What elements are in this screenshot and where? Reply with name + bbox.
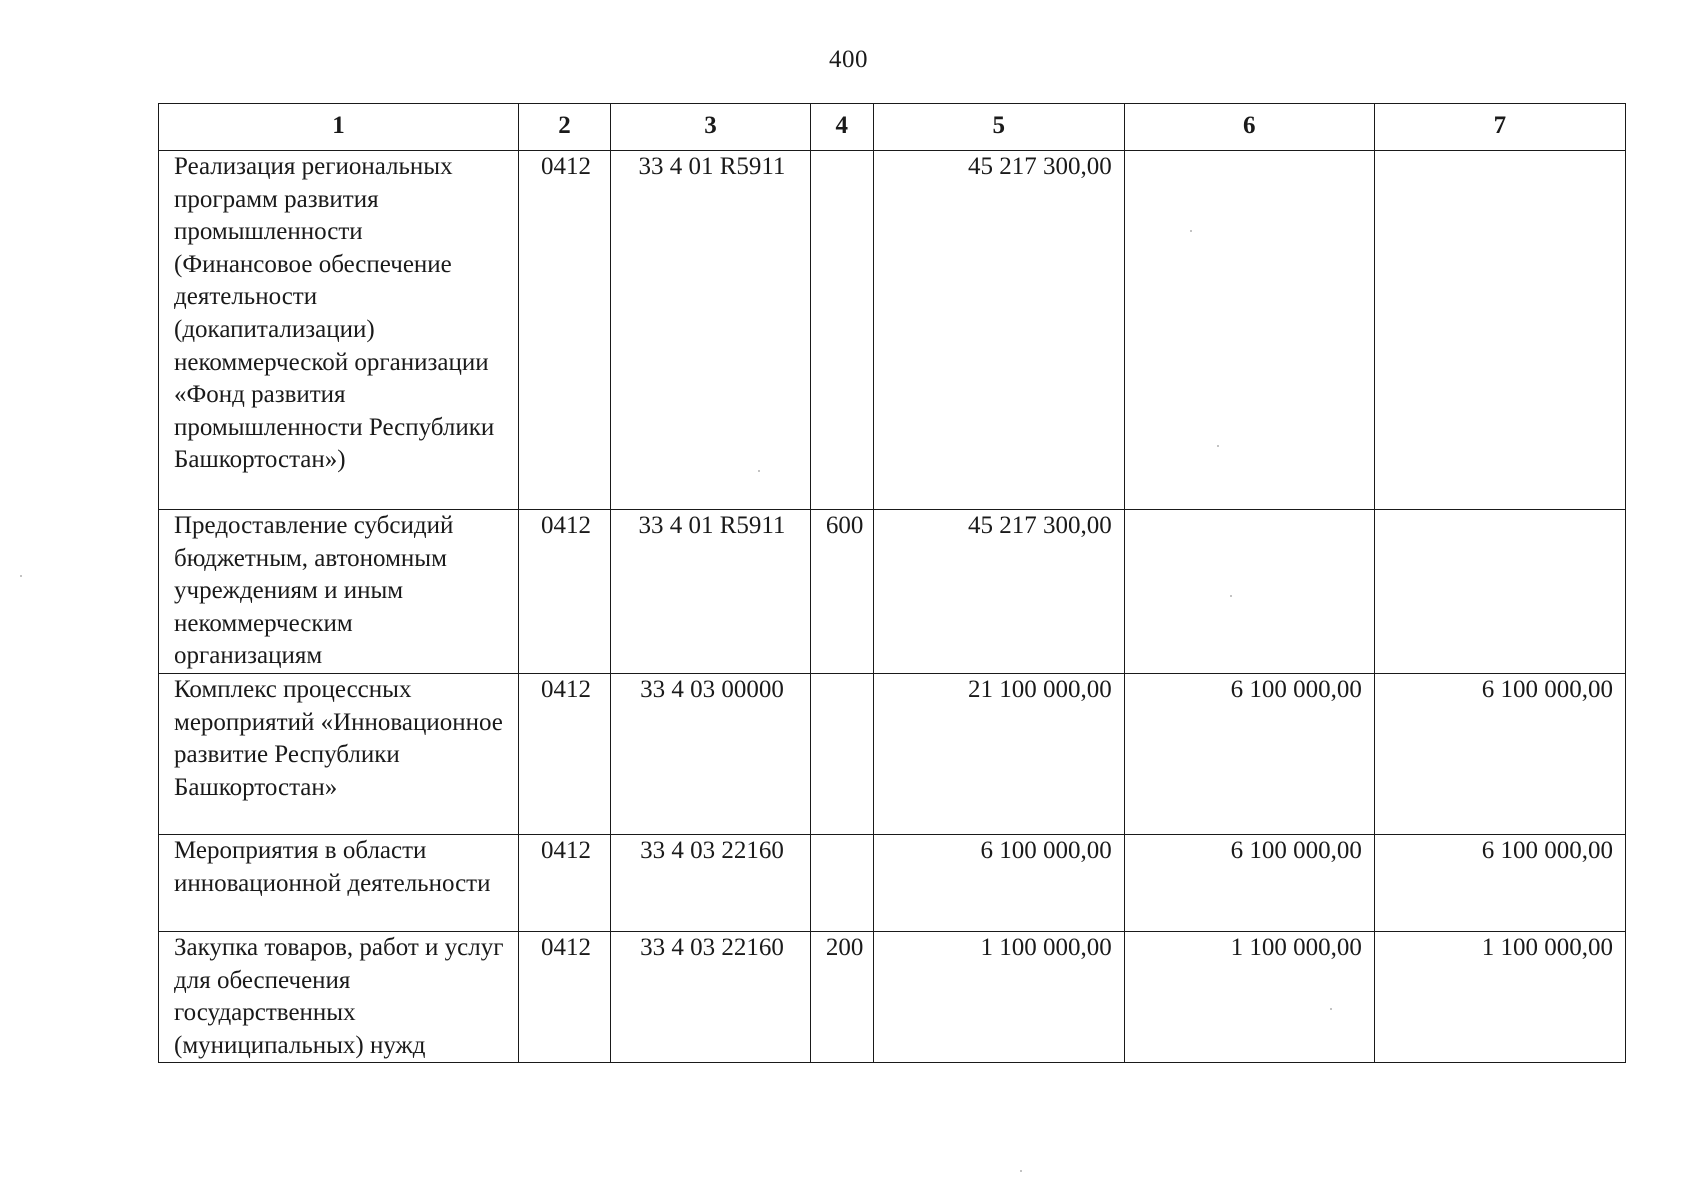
row-name-cell: Комплекс процессных мероприятий «Инновационное развитие Республики Башкортостан» [159, 673, 519, 834]
amount-col5-cell: 45 217 300,00 [873, 151, 1124, 510]
scan-speck [1230, 595, 1232, 597]
column-header: 1 [159, 104, 519, 151]
scan-speck [758, 470, 760, 472]
amount-col5-cell: 6 100 000,00 [873, 834, 1124, 931]
expense-type-cell [810, 151, 873, 510]
section-cell: 0412 [518, 931, 610, 1062]
amount-col5-cell: 1 100 000,00 [873, 931, 1124, 1062]
section-cell: 0412 [518, 510, 610, 674]
scan-speck [1330, 1008, 1332, 1010]
scan-speck [1020, 1170, 1022, 1172]
scan-speck [1190, 230, 1192, 232]
target-article-cell: 33 4 03 00000 [611, 673, 811, 834]
expense-type-cell [810, 673, 873, 834]
column-header: 2 [518, 104, 610, 151]
expense-type-cell: 200 [810, 931, 873, 1062]
column-header: 7 [1374, 104, 1625, 151]
target-article-cell: 33 4 01 R5911 [611, 510, 811, 674]
amount-col7-cell [1374, 510, 1625, 674]
table-row [159, 510, 1626, 674]
section-cell: 0412 [518, 673, 610, 834]
amount-col6-cell: 6 100 000,00 [1124, 834, 1374, 931]
target-article-cell: 33 4 03 22160 [611, 931, 811, 1062]
amount-col6-cell [1124, 151, 1374, 510]
column-header: 3 [611, 104, 811, 151]
table-header [159, 104, 1626, 151]
table-row [159, 931, 1626, 1062]
amount-col6-cell [1124, 510, 1374, 674]
amount-col5-cell: 45 217 300,00 [873, 510, 1124, 674]
amount-col7-cell: 6 100 000,00 [1374, 834, 1625, 931]
budget-table [158, 103, 1626, 1063]
expense-type-cell: 600 [810, 510, 873, 674]
header-row [159, 104, 1626, 151]
table-row [159, 151, 1626, 510]
column-header: 6 [1124, 104, 1374, 151]
column-header: 4 [810, 104, 873, 151]
row-name-cell: Реализация региональных программ развития промышленности (Финансовое обеспечение деятельности (докапитализации) некоммерческой организации «Фонд развития промышленности Республики Башкортостан») [159, 151, 519, 510]
section-cell: 0412 [518, 151, 610, 510]
scan-speck [20, 575, 22, 577]
target-article-cell: 33 4 03 22160 [611, 834, 811, 931]
page-number: 400 [829, 46, 868, 73]
row-name-cell: Мероприятия в области инновационной деятельности [159, 834, 519, 931]
row-name-cell: Предоставление субсидий бюджетным, автономным учреждениям и иным некоммерческим организациям [159, 510, 519, 674]
amount-col6-cell: 1 100 000,00 [1124, 931, 1374, 1062]
expense-type-cell [810, 834, 873, 931]
table-row [159, 834, 1626, 931]
amount-col6-cell: 6 100 000,00 [1124, 673, 1374, 834]
amount-col7-cell: 1 100 000,00 [1374, 931, 1625, 1062]
table-row [159, 673, 1626, 834]
target-article-cell: 33 4 01 R5911 [611, 151, 811, 510]
column-header: 5 [873, 104, 1124, 151]
amount-col7-cell: 6 100 000,00 [1374, 673, 1625, 834]
section-cell: 0412 [518, 834, 610, 931]
row-name-cell: Закупка товаров, работ и услуг для обеспечения государственных (муниципальных) нужд [159, 931, 519, 1062]
amount-col5-cell: 21 100 000,00 [873, 673, 1124, 834]
amount-col7-cell [1374, 151, 1625, 510]
scan-speck [1217, 445, 1219, 447]
